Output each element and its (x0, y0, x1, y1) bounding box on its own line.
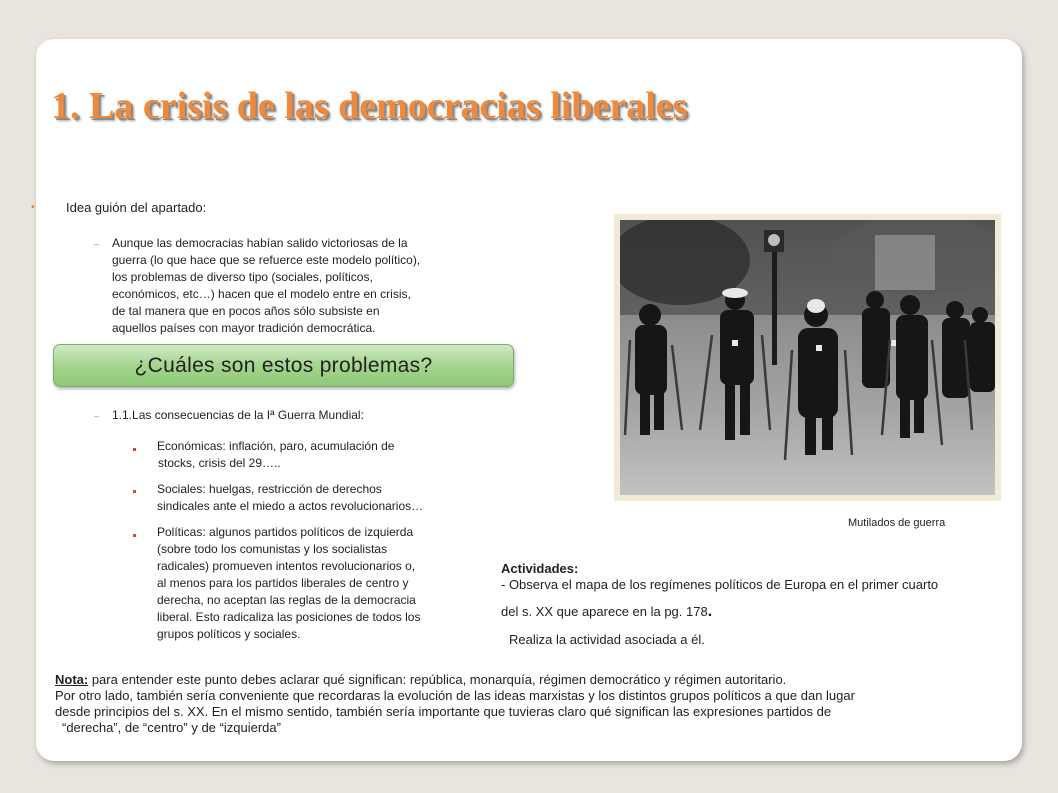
activities-line-2-text: del s. XX que aparece en la pg. 178 (501, 604, 708, 619)
question-button[interactable]: ¿Cuáles son estos problemas? (53, 344, 514, 387)
slide-title: 1. La crisis de las democracias liberales (51, 85, 688, 127)
intro-paragraph (112, 235, 420, 337)
bullet-square (133, 490, 136, 493)
intro-line: guerra (lo que hace que se refuerce este modelo político), (112, 253, 421, 267)
item-line: (sobre todo los comunistas y los socialistas (157, 542, 388, 556)
item-line: grupos políticos y sociales. (157, 627, 301, 641)
bullet-square (133, 448, 136, 451)
activities-heading: Actividades: (501, 561, 579, 576)
item-line: derecha, no aceptan las reglas de la democracia (157, 593, 416, 607)
dash-marker: – (94, 239, 100, 249)
activities-line-2 (501, 603, 712, 620)
note-line: “derecha”, de “centro” y de “izquierda” (62, 720, 281, 735)
intro-line: los problemas de diverso tipo (sociales, políticos, (112, 270, 373, 284)
note-line-1-text: para entender este punto debes aclarar qué significan: república, monarquía, régimen democrático y régimen autoritario. (88, 672, 787, 687)
note-line: Por otro lado, también sería conveniente que recordaras la evolución de las ideas marxistas y los distintos grupos políticos a que dan lugar (55, 688, 855, 703)
intro-heading: Idea guión del apartado: (66, 200, 207, 215)
bullet-marker: • (31, 202, 35, 213)
bullet-square (133, 534, 136, 537)
item-line: al menos para los partidos liberales de centro y (157, 576, 409, 590)
activities-line-3: Realiza la actividad asociada a él. (509, 632, 705, 647)
note-block (55, 672, 1015, 736)
item-line: stocks, crisis del 29….. (158, 456, 281, 470)
item-line: liberal. Esto radicaliza las posiciones de todos los (157, 610, 421, 624)
intro-line: de tal manera que en pocos años sólo subsiste en (112, 304, 380, 318)
intro-line: económicos, etc…) hacen que el modelo entre en crisis, (112, 287, 411, 301)
section-item-political (157, 524, 420, 643)
section-item-social (157, 481, 423, 515)
photo-caption: Mutilados de guerra (848, 517, 946, 529)
war-mutilated-photo (620, 220, 995, 495)
item-line: Políticas: algunos partidos políticos de izquierda (157, 525, 414, 539)
item-line: sindicales ante el miedo a actos revolucionarios… (157, 499, 424, 513)
item-line: radicales) promueven intentos revolucionarios o, (157, 559, 416, 573)
section-item-economic (157, 438, 394, 472)
section-heading: 1.1.Las consecuencias de la Iª Guerra Mundial: (112, 408, 364, 422)
photo-frame (614, 214, 1001, 501)
activities-line-1: - Observa el mapa de los regímenes políticos de Europa en el primer cuarto (501, 577, 939, 592)
item-line: Sociales: huelgas, restricción de derechos (157, 482, 382, 496)
note-line: desde principios del s. XX. En el mismo sentido, también sería importante que tuvieras claro qué significan las expresiones partidos de (55, 704, 832, 719)
activities-line-2-end: . (707, 603, 713, 620)
item-line: Económicas: inflación, paro, acumulación de (157, 439, 395, 453)
intro-line: aquellos países con mayor tradición democrática. (112, 321, 376, 335)
note-label: Nota: (55, 672, 89, 687)
intro-line: Aunque las democracias habían salido victoriosas de la (112, 236, 408, 250)
dash-marker: – (94, 411, 100, 421)
note-line (55, 672, 1015, 688)
